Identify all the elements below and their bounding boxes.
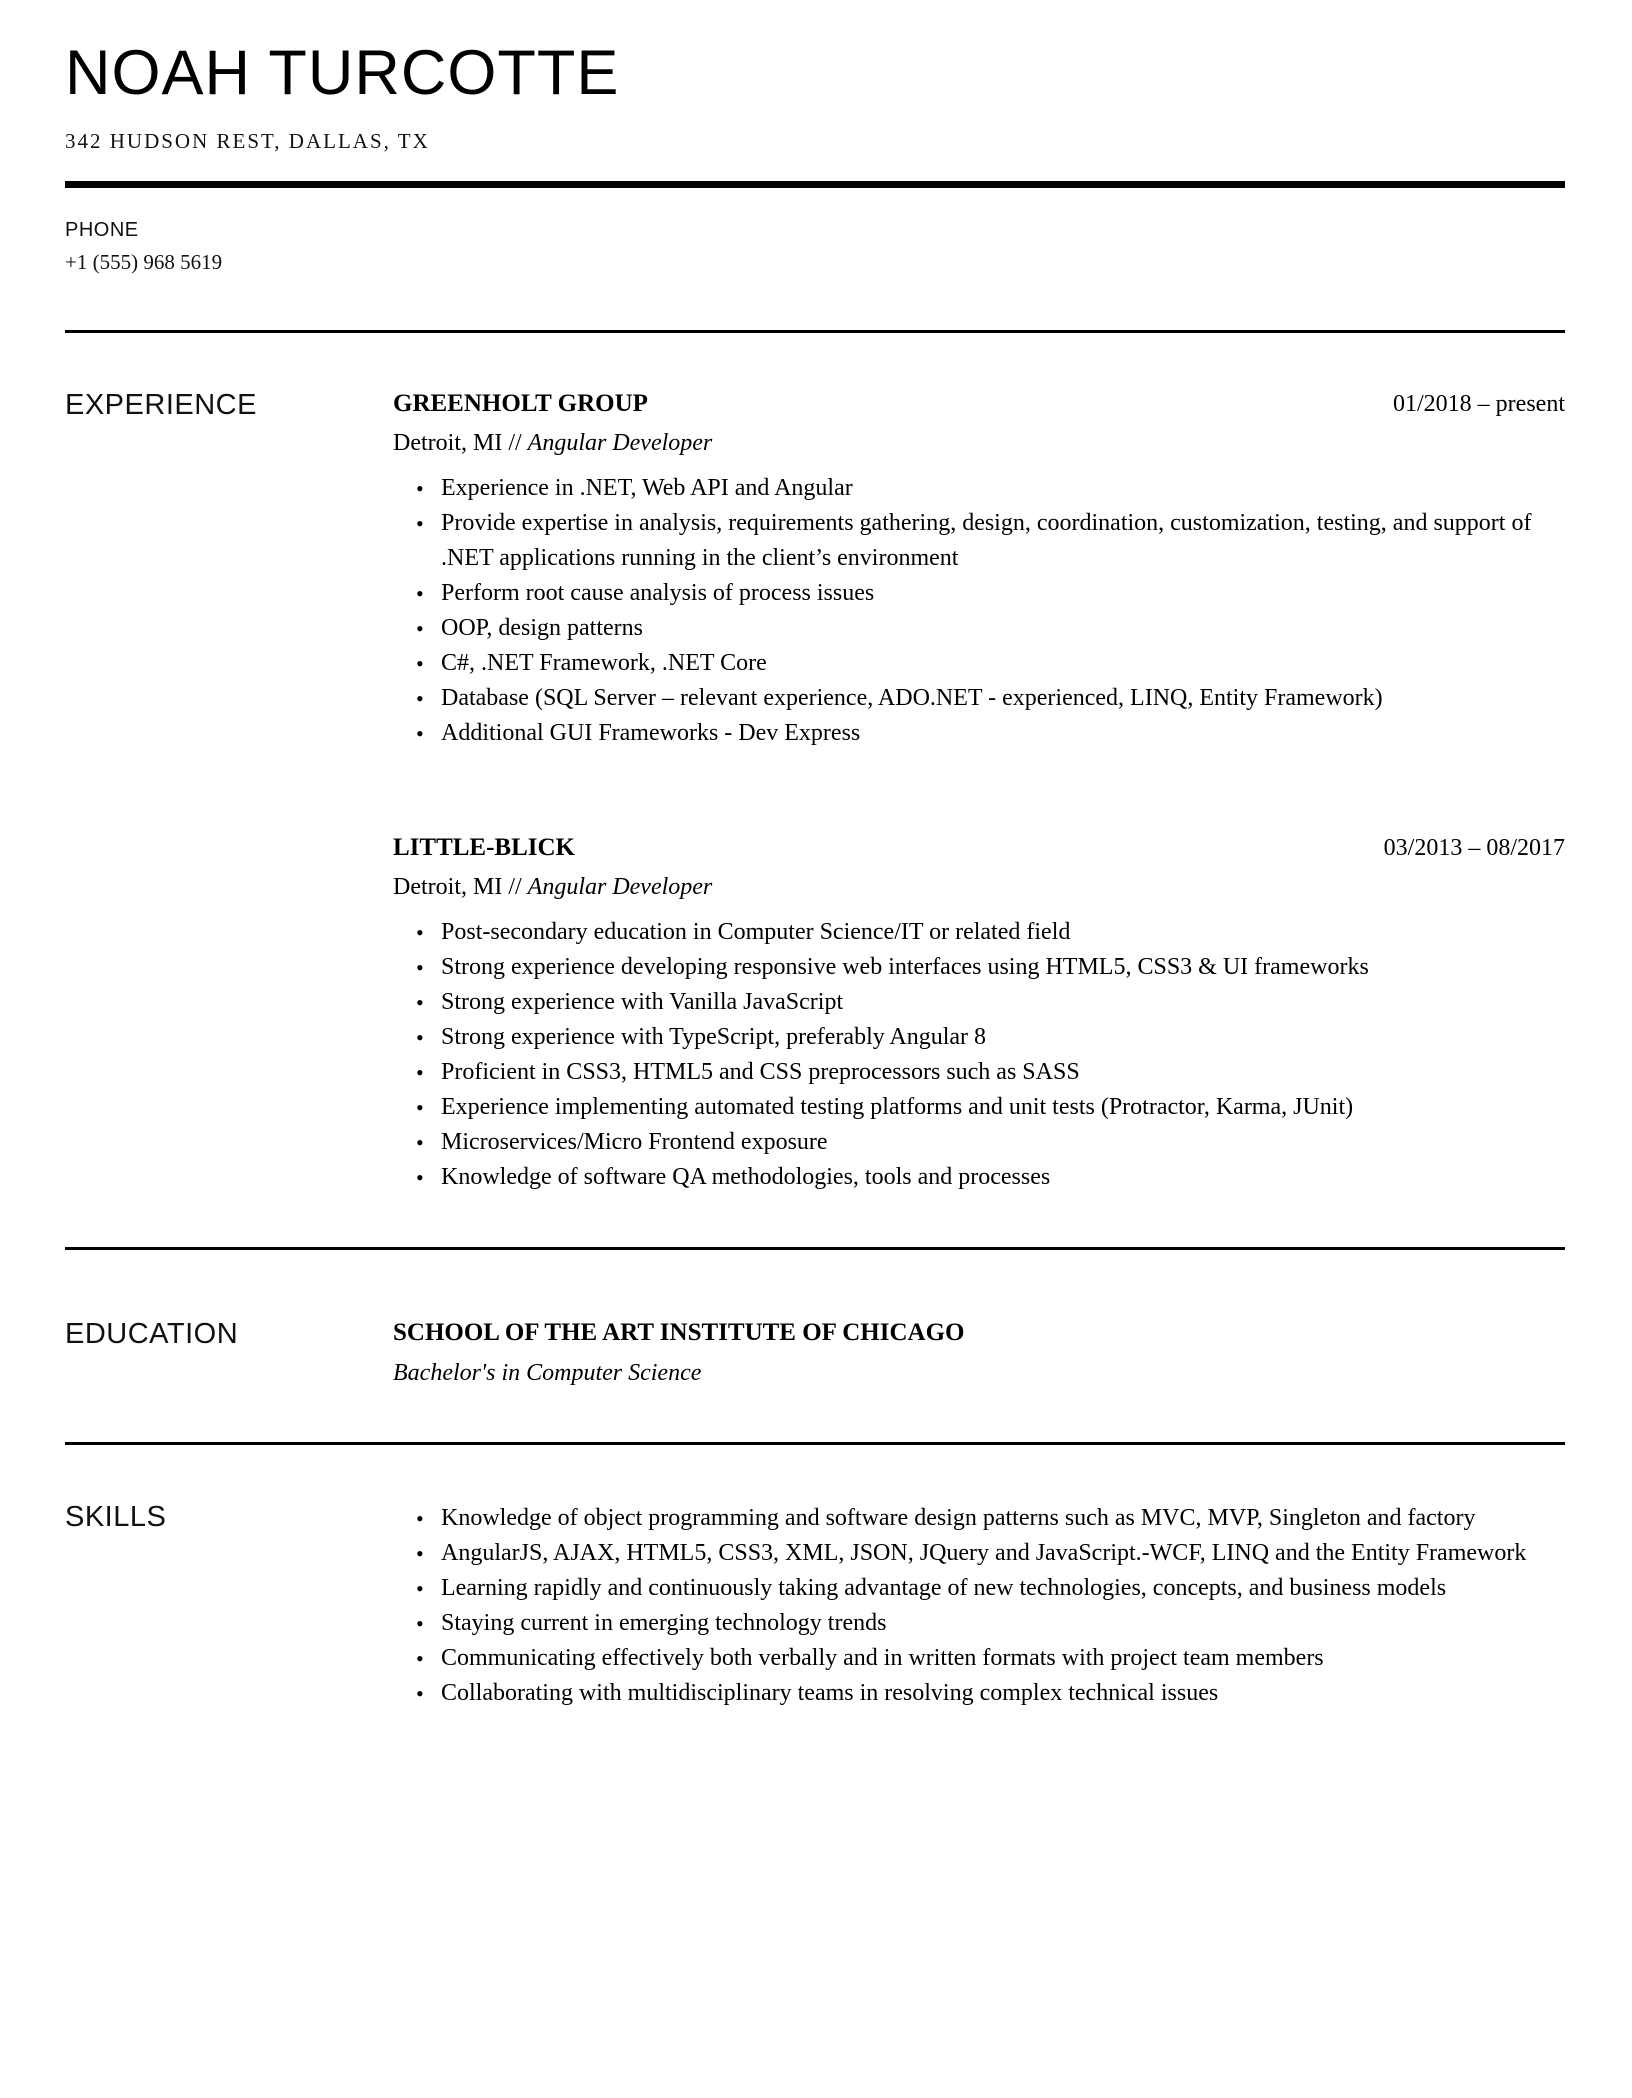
skills-label: SKILLS xyxy=(65,1501,167,1533)
job-subtitle xyxy=(393,872,1565,902)
job-separator: // xyxy=(508,430,522,456)
company-name: GREENHOLT GROUP xyxy=(393,390,648,417)
job-separator: // xyxy=(508,874,522,900)
job-location: Detroit, MI xyxy=(393,430,503,456)
person-name: NOAH TURCOTTE xyxy=(65,38,620,108)
degree: Bachelor's in Computer Science xyxy=(393,1360,702,1386)
job-header xyxy=(393,833,1565,863)
job-entry-little-blick xyxy=(393,833,1565,1195)
education-label: EDUCATION xyxy=(65,1318,239,1350)
bullet-item: • Strong experience with Vanilla JavaScript xyxy=(393,985,1565,1020)
bullet-item: • Strong experience with TypeScript, preferably Angular 8 xyxy=(393,1020,1565,1055)
phone-label: PHONE xyxy=(65,219,139,241)
skills-section xyxy=(65,1501,1565,1711)
bullet-item: • Perform root cause analysis of process issues xyxy=(393,576,1565,611)
experience-label: EXPERIENCE xyxy=(65,389,257,421)
skills-content xyxy=(393,1501,1565,1711)
bullet-item: • Provide expertise in analysis, requirements gathering, design, coordination, customization, testing, and support of .NET applications running in the client’s environment xyxy=(393,506,1565,576)
experience-section xyxy=(65,389,1565,1195)
job-title: Angular Developer xyxy=(527,430,713,456)
bullet-item: • Database (SQL Server – relevant experience, ADO.NET - experienced, LINQ, Entity Framework) xyxy=(393,681,1565,716)
education-section xyxy=(65,1318,1565,1388)
skills-bullet-list xyxy=(393,1501,1565,1711)
bullet-item: • Microservices/Micro Frontend exposure xyxy=(393,1125,1565,1160)
job-header xyxy=(393,389,1565,419)
header-divider xyxy=(65,181,1565,188)
section-divider-1 xyxy=(65,330,1565,333)
job-entry-greenholt xyxy=(393,389,1565,751)
job-title: Angular Developer xyxy=(527,874,713,900)
section-divider-2 xyxy=(65,1247,1565,1250)
bullet-item: • Additional GUI Frameworks - Dev Express xyxy=(393,716,1565,751)
section-divider-3 xyxy=(65,1442,1565,1445)
job-subtitle xyxy=(393,428,1565,458)
bullet-item: • OOP, design patterns xyxy=(393,611,1565,646)
education-content xyxy=(393,1318,1565,1388)
bullet-item: • Knowledge of object programming and software design patterns such as MVC, MVP, Singleton and factory xyxy=(393,1501,1565,1536)
bullet-item: • C#, .NET Framework, .NET Core xyxy=(393,646,1565,681)
address: 342 HUDSON REST, DALLAS, TX xyxy=(65,129,430,153)
job-dates: 03/2013 – 08/2017 xyxy=(1383,835,1565,861)
phone-value: +1 (555) 968 5619 xyxy=(65,250,223,274)
bullet-item: • Collaborating with multidisciplinary teams in resolving complex technical issues xyxy=(393,1676,1565,1711)
bullet-item: • Proficient in CSS3, HTML5 and CSS preprocessors such as SASS xyxy=(393,1055,1565,1090)
bullet-item: • Strong experience developing responsive web interfaces using HTML5, CSS3 & UI frameworks xyxy=(393,950,1565,985)
company-name: LITTLE-BLICK xyxy=(393,834,576,861)
contact-block xyxy=(65,219,1565,275)
bullet-item: • AngularJS, AJAX, HTML5, CSS3, XML, JSON, JQuery and JavaScript.-WCF, LINQ and the Entity Framework xyxy=(393,1536,1565,1571)
bullet-item: • Communicating effectively both verbally and in written formats with project team members xyxy=(393,1641,1565,1676)
bullet-item: • Experience implementing automated testing platforms and unit tests (Protractor, Karma, JUnit) xyxy=(393,1090,1565,1125)
bullet-item: • Learning rapidly and continuously taking advantage of new technologies, concepts, and business models xyxy=(393,1571,1565,1606)
resume-header xyxy=(65,38,1565,275)
bullet-item: • Knowledge of software QA methodologies, tools and processes xyxy=(393,1160,1565,1195)
job-dates: 01/2018 – present xyxy=(1393,391,1565,417)
job-location: Detroit, MI xyxy=(393,874,503,900)
job-bullet-list xyxy=(393,915,1565,1195)
bullet-item: • Post-secondary education in Computer Science/IT or related field xyxy=(393,915,1565,950)
experience-content xyxy=(393,389,1565,1195)
school-name: SCHOOL OF THE ART INSTITUTE OF CHICAGO xyxy=(393,1319,965,1346)
bullet-item: • Staying current in emerging technology trends xyxy=(393,1606,1565,1641)
job-bullet-list xyxy=(393,471,1565,751)
bullet-item: • Experience in .NET, Web API and Angular xyxy=(393,471,1565,506)
